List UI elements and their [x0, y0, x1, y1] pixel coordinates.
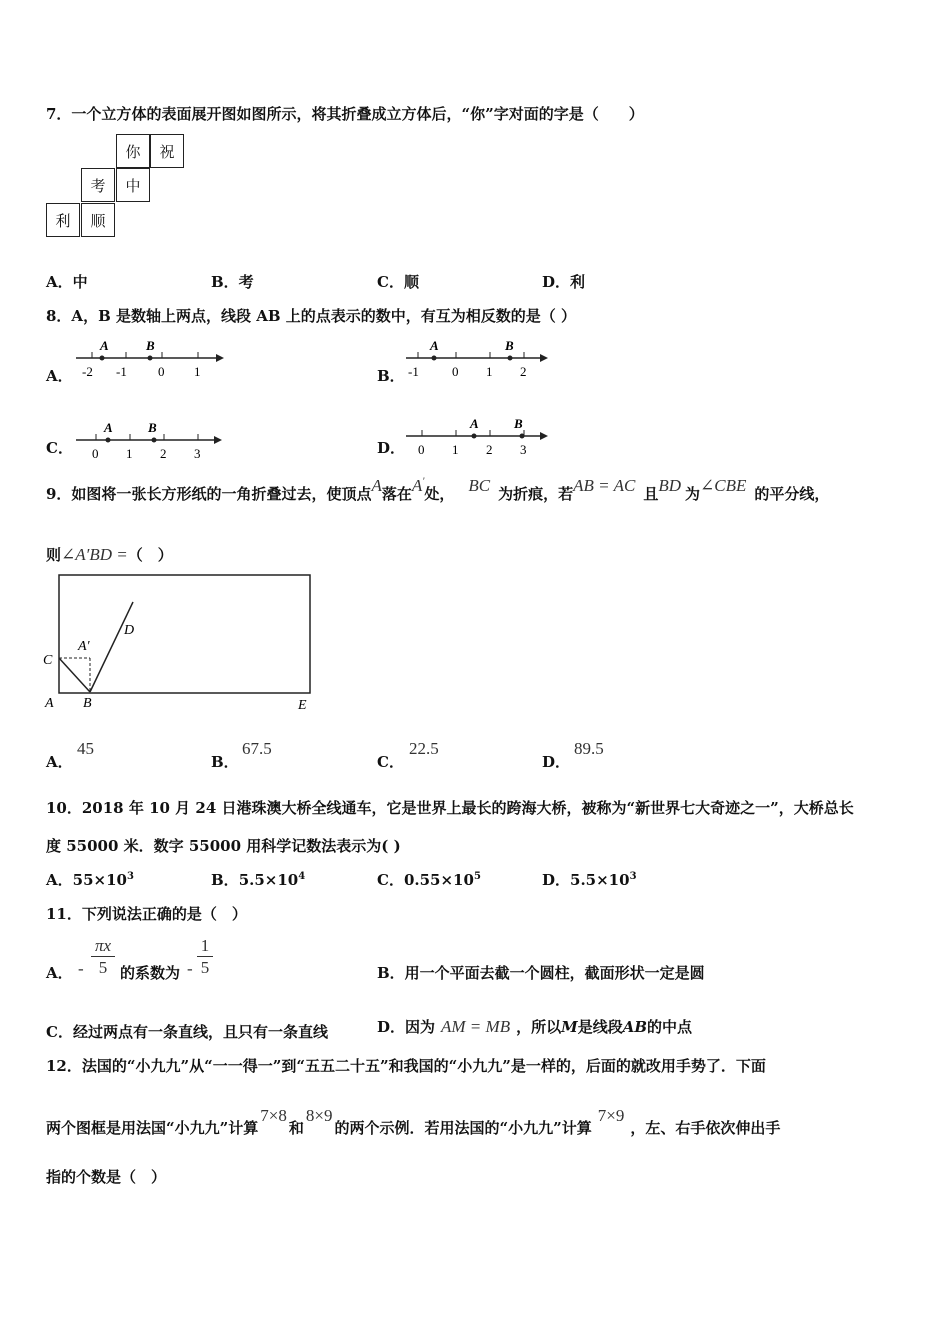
q11-fraction-2: 1 5 — [197, 936, 213, 979]
q9-option-d-label: D． — [542, 753, 571, 771]
tick-label: 1 — [126, 446, 133, 461]
q11-option-b: B．用一个平面去截一个圆柱，截面形状一定是圆 — [377, 964, 705, 982]
q9-option-a-label: A． — [46, 753, 73, 771]
tick-label: -2 — [82, 364, 93, 379]
q10-option-d: D．$5.5\times 10^3$ — [542, 871, 637, 889]
net-cell: 你 — [116, 134, 150, 168]
q11-minus-2: - — [187, 959, 193, 978]
q8-option-d-label: D． — [377, 439, 406, 457]
q9-option-b-label: B． — [211, 753, 239, 771]
label-d: D — [124, 623, 135, 638]
tick-label: 1 — [452, 442, 459, 457]
net-cell: 利 — [46, 203, 80, 237]
label-e: E — [298, 698, 307, 713]
q10-option-c: C．$0.55\times 10^5$ — [377, 871, 481, 889]
q9-option-b-value: 67.5 — [242, 739, 272, 758]
q12-line3: 指的个数是（ ） — [46, 1168, 167, 1186]
point-label-a: A — [104, 420, 113, 435]
q9-figure — [40, 570, 330, 715]
q7-option-c: C．顺 — [377, 273, 419, 291]
tick-label: 0 — [158, 364, 165, 379]
q8-option-b-label: B． — [377, 367, 405, 385]
net-cell: 中 — [116, 168, 150, 202]
q10-option-b: B．$5.5\times 10^4$ — [211, 871, 306, 889]
q7-option-b: B．考 — [211, 273, 254, 291]
point-label-b: B — [146, 338, 155, 353]
tick-label: -1 — [116, 364, 127, 379]
q10-line2: 度 55000 米．数字 55000 用科学记数法表示为( ) — [46, 837, 401, 855]
tick-label: 0 — [452, 364, 459, 379]
q11-option-c: C．经过两点有一条直线，且只有一条直线 — [46, 1023, 328, 1041]
tick-label: 3 — [520, 442, 527, 457]
point-label-b: B — [514, 416, 523, 431]
label-b: B — [83, 696, 92, 711]
q11-stem: 11．下列说法正确的是（ ） — [46, 905, 247, 923]
tick-label: 0 — [92, 446, 99, 461]
q12-line1: 12．法国的“小九九”从“一一得一”到“五五二十五”和我国的“小九九”是一样的，后面的就改用手势了．下面 — [46, 1057, 766, 1075]
q11-option-d: D．因为 AM = MB ，所以M是线段AB的中点 — [377, 1017, 693, 1036]
number-line-d — [400, 414, 560, 460]
q9-option-c-value: 22.5 — [409, 739, 439, 758]
point-label-b: B — [505, 338, 514, 353]
q8-option-c-label: C． — [46, 439, 73, 457]
label-a-prime: A′ — [78, 639, 90, 654]
point-label-a: A — [430, 338, 439, 353]
point-label-a: A — [100, 338, 109, 353]
q9-line2: 则∠A′BD =（ ） — [46, 545, 173, 564]
q8-stem: 8．A，B 是数轴上两点，线段 AB 上的点表示的数中，有互为相反数的是（ ） — [46, 307, 576, 325]
number-line-a — [70, 336, 230, 382]
tick-label: 2 — [160, 446, 167, 461]
q10-option-a: A．$55\times 10^3$ — [46, 871, 134, 889]
point-label-b: B — [148, 420, 157, 435]
q9-stem: 9．如图将一张长方形纸的一角折叠过去，使顶点A落在A'处， BC 为折痕，若AB = AC 且BD 为∠CBE 的平分线， — [46, 476, 830, 503]
q7-stem: 7．一个立方体的表面展开图如图所示，将其折叠成立方体后，“你”字对面的字是（ ） — [46, 105, 644, 123]
q9-option-d-value: 89.5 — [574, 739, 604, 758]
q11-option-a-text: 的系数为 — [120, 964, 181, 982]
tick-label: 0 — [418, 442, 425, 457]
q11-option-a-label: A． — [46, 964, 73, 982]
q7-option-a: A．中 — [46, 273, 88, 291]
tick-label: 2 — [486, 442, 493, 457]
point-label-a: A — [470, 416, 479, 431]
net-cell: 顺 — [81, 203, 115, 237]
q10-line1: 10．2018 年 10 月 24 日港珠澳大桥全线通车，它是世界上最长的跨海大桥，被称为“新世界七大奇迹之一”，大桥总长 — [46, 799, 854, 817]
label-a: A — [45, 696, 54, 711]
q9-option-a-value: 45 — [77, 739, 94, 758]
q12-line2: 两个图框是用法国“小九九”计算7×8和8×9的两个示例．若用法国的“小九九”计算7×9，左、右手依次伸出手 — [46, 1106, 781, 1137]
net-cell: 祝 — [150, 134, 184, 168]
q9-option-c-label: C． — [377, 753, 404, 771]
tick-label: 3 — [194, 446, 201, 461]
q11-minus: - — [78, 959, 84, 978]
q11-fraction-1: πx 5 — [91, 936, 115, 979]
tick-label: 2 — [520, 364, 527, 379]
tick-label: -1 — [408, 364, 419, 379]
tick-label: 1 — [486, 364, 493, 379]
tick-label: 1 — [194, 364, 201, 379]
number-line-b — [400, 336, 560, 382]
net-cell: 考 — [81, 168, 115, 202]
q8-option-a-label: A． — [46, 367, 73, 385]
q7-option-d: D．利 — [542, 273, 586, 291]
label-c: C — [43, 653, 53, 668]
number-line-c — [70, 418, 230, 464]
